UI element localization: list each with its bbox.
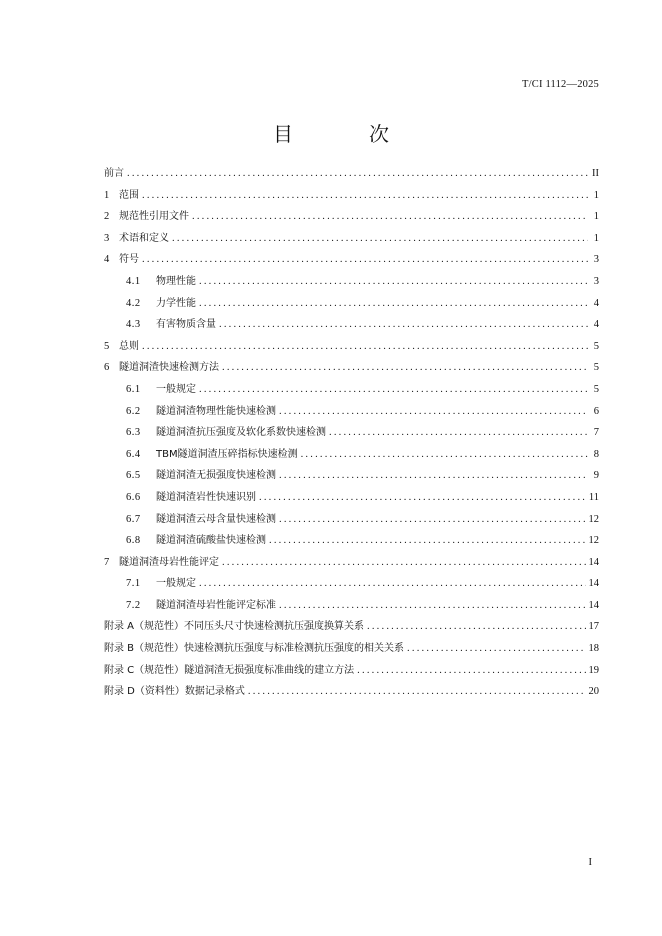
toc-entry[interactable] [104, 185, 599, 207]
toc-entry-label: 隧道洞渣快速检测方法 [119, 362, 219, 374]
toc-entry[interactable] [104, 681, 599, 703]
toc-entry-page: 3 [593, 254, 599, 266]
toc-entry[interactable] [104, 638, 599, 660]
toc-entry[interactable] [104, 293, 599, 315]
toc-entry-page: 6 [593, 405, 599, 417]
toc-entry-page: 19 [588, 664, 599, 676]
toc-entry-label: 有害物质含量 [156, 319, 216, 331]
toc-leader-dots [407, 638, 585, 660]
toc-entry[interactable] [104, 487, 599, 509]
toc-entry[interactable] [104, 660, 599, 682]
toc-entry-page: 8 [593, 448, 599, 460]
toc-entry-number: 4 [104, 254, 110, 266]
toc-entry-page: 14 [588, 556, 599, 568]
toc-entry-page: 1 [593, 189, 599, 201]
toc-entry[interactable] [104, 336, 599, 358]
toc-entry[interactable] [104, 573, 599, 595]
table-of-contents [104, 163, 599, 703]
toc-entry-page: 5 [593, 383, 599, 395]
toc-entry-page: 11 [588, 491, 599, 503]
toc-entry[interactable] [104, 552, 599, 574]
toc-entry-page: 1 [593, 211, 599, 223]
toc-entry[interactable] [104, 379, 599, 401]
toc-entry-number: 4.3 [126, 319, 141, 331]
toc-entry-page: 1 [593, 232, 599, 244]
toc-leader-dots [367, 616, 585, 638]
toc-entry-label: 符号 [119, 254, 139, 266]
toc-entry-label: 物理性能 [156, 275, 196, 287]
toc-entry-page: 17 [588, 621, 599, 633]
toc-entry[interactable] [104, 509, 599, 531]
toc-entry[interactable] [104, 465, 599, 487]
toc-entry-label: 隧道洞渣抗压强度及软化系数快速检测 [156, 427, 326, 439]
toc-entry-number: 6.4 [126, 448, 141, 460]
toc-entry-number: 6.5 [126, 470, 141, 482]
toc-entry[interactable] [104, 271, 599, 293]
toc-leader-dots [199, 379, 588, 401]
toc-entry-label: 隧道洞渣岩性快速识别 [156, 491, 256, 503]
toc-leader-dots [222, 357, 588, 379]
toc-entry[interactable] [104, 228, 599, 250]
toc-entry-number: 6.8 [126, 535, 141, 547]
toc-entry-page: 7 [593, 427, 599, 439]
toc-leader-dots [279, 465, 588, 487]
toc-entry-number: 5 [104, 340, 110, 352]
toc-entry-label: TBM隧道洞渣压碎指标快速检测 [156, 448, 298, 460]
toc-entry-label: 附录 D（资料性）数据记录格式 [104, 686, 245, 698]
toc-entry[interactable] [104, 206, 599, 228]
toc-entry-number: 6.2 [126, 405, 141, 417]
toc-entry-label: 隧道洞渣无损强度快速检测 [156, 470, 276, 482]
toc-entry-label: 规范性引用文件 [119, 211, 189, 223]
toc-entry-page: 18 [588, 643, 599, 655]
toc-entry-label: 一般规定 [156, 578, 196, 590]
toc-entry-label: 范围 [119, 189, 139, 201]
toc-entry-number: 6.6 [126, 491, 141, 503]
toc-entry-label: 隧道洞渣硫酸盐快速检测 [156, 535, 266, 547]
toc-leader-dots [279, 509, 586, 531]
toc-entry-page: 12 [588, 513, 599, 525]
toc-entry-number: 6.1 [126, 383, 141, 395]
toc-leader-dots [172, 228, 588, 250]
toc-entry[interactable] [104, 444, 599, 466]
toc-leader-dots [269, 530, 586, 552]
toc-entry-number: 1 [104, 189, 110, 201]
toc-entry-page: 9 [593, 470, 599, 482]
toc-entry-page: 14 [588, 578, 599, 590]
toc-leader-dots [259, 487, 586, 509]
toc-entry-label: 隧道洞渣母岩性能评定 [119, 556, 219, 568]
toc-leader-dots [199, 271, 588, 293]
toc-entry-label: 一般规定 [156, 383, 196, 395]
toc-entry-page: 3 [593, 275, 599, 287]
toc-entry[interactable] [104, 616, 599, 638]
toc-leader-dots [192, 206, 588, 228]
toc-entry[interactable] [104, 530, 599, 552]
toc-leader-dots [222, 552, 586, 574]
toc-leader-dots [301, 444, 588, 466]
toc-entry-label: 附录 A（规范性）不同压头尺寸快速检测抗压强度换算关系 [104, 621, 365, 633]
toc-entry-label: 附录 C（规范性）隧道洞渣无损强度标准曲线的建立方法 [104, 664, 355, 676]
toc-leader-dots [248, 681, 586, 703]
toc-leader-dots [279, 401, 588, 423]
toc-entry-number: 6.7 [126, 513, 141, 525]
toc-leader-dots [279, 595, 586, 617]
toc-entry-page: 14 [588, 599, 599, 611]
toc-entry-page: 4 [593, 319, 599, 331]
toc-leader-dots [142, 185, 588, 207]
toc-entry-page: II [592, 168, 599, 179]
toc-entry-number: 4.1 [126, 275, 141, 287]
toc-entry[interactable] [104, 595, 599, 617]
toc-entry-label: 术语和定义 [119, 232, 169, 244]
toc-entry[interactable] [104, 401, 599, 423]
toc-entry-number: 7.1 [126, 578, 141, 590]
toc-entry-number: 3 [104, 232, 110, 244]
toc-leader-dots [329, 422, 588, 444]
toc-entry-number: 7 [104, 556, 110, 568]
toc-entry-page: 4 [593, 297, 599, 309]
toc-entry-label: 隧道洞渣母岩性能评定标准 [156, 599, 276, 611]
toc-leader-dots [127, 163, 588, 185]
toc-leader-dots [219, 314, 588, 336]
toc-entry-number: 2 [104, 211, 110, 223]
toc-entry-page: 12 [588, 535, 599, 547]
toc-entry-label: 隧道洞渣物理性能快速检测 [156, 405, 276, 417]
toc-entry-number: 6.3 [126, 427, 141, 439]
toc-entry[interactable] [104, 249, 599, 271]
toc-entry-label: 附录 B（规范性）快速检测抗压强度与标准检测抗压强度的相关关系 [104, 643, 405, 655]
toc-leader-dots [357, 660, 585, 682]
toc-leader-dots [142, 336, 588, 358]
toc-entry[interactable] [104, 314, 599, 336]
toc-leader-dots [199, 573, 586, 595]
toc-entry-page: 20 [588, 686, 599, 698]
toc-entry-page: 5 [593, 362, 599, 374]
toc-entry-number: 7.2 [126, 599, 141, 611]
toc-leader-dots [199, 293, 588, 315]
toc-entry[interactable] [104, 357, 599, 379]
page-number: I [588, 857, 592, 868]
toc-entry-label: 前言 [104, 168, 124, 179]
toc-entry-label: 总则 [119, 340, 139, 352]
toc-title: 目 次 [273, 122, 417, 146]
standard-code: T/CI 1112—2025 [522, 79, 599, 90]
toc-entry-label: 隧道洞渣云母含量快速检测 [156, 513, 276, 525]
toc-entry-label: 力学性能 [156, 297, 196, 309]
toc-entry-number: 4.2 [126, 297, 141, 309]
toc-entry[interactable] [104, 163, 599, 185]
toc-leader-dots [142, 249, 588, 271]
toc-entry[interactable] [104, 422, 599, 444]
toc-entry-number: 6 [104, 362, 110, 374]
toc-entry-page: 5 [593, 340, 599, 352]
